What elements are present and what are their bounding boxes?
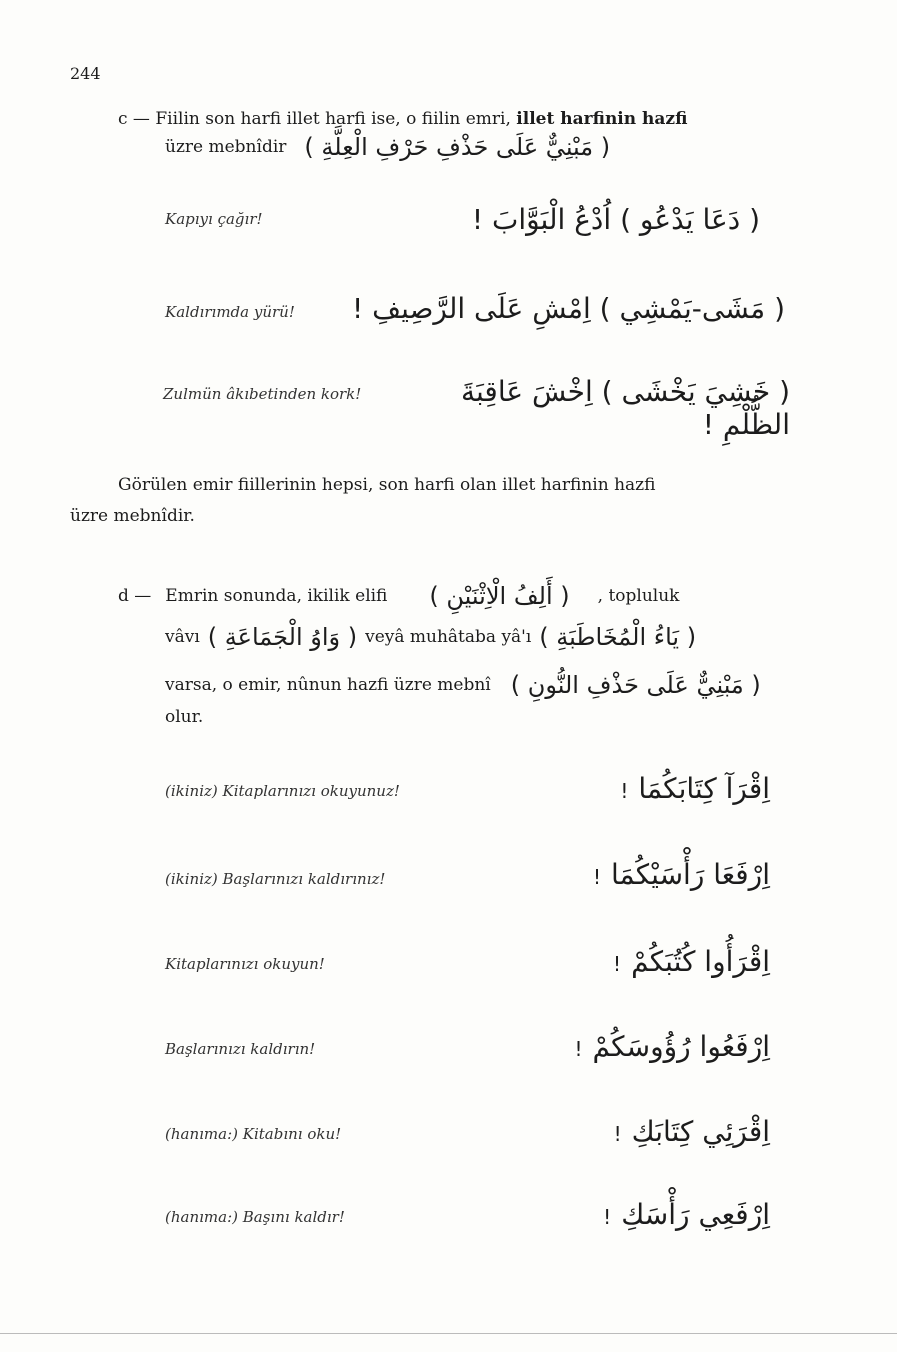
section-d-line2 (165, 623, 825, 651)
section-c-bold-text: illet harfinin hazfi (516, 109, 688, 129)
exclamation-mark: ! (620, 779, 629, 803)
section-d-text1-after: , topluluk (597, 586, 680, 606)
exclamation-mark: ! (603, 1205, 612, 1229)
example-translation: Kapıyı çağır! (165, 210, 263, 228)
example-d-5 (165, 1125, 341, 1143)
section-d-arabic4: ( مَبْنِيٌّ عَلَى حَذْفِ النُّونِ ) (510, 671, 761, 699)
section-c-line1 (118, 108, 818, 130)
section-d-text3: varsa, o emir, nûnun hazfi üzre mebnî (165, 675, 491, 695)
example-d-6 (165, 1208, 345, 1226)
section-d-arabic1: ( أَلِفُ الْاِثْنَيْنِ ) (429, 582, 570, 610)
example-arabic: اِرْفَعِي رَأْسَكِ (621, 1198, 770, 1231)
example-translation: (hanıma:) Başını kaldır! (165, 1208, 345, 1226)
exclamation-mark: ! (574, 1037, 583, 1061)
example-arabic: اِقْرَآ كِتَابَكُمَا (638, 772, 770, 805)
section-d-text2: vâvı (165, 627, 200, 647)
section-d-marker: d — (118, 586, 152, 606)
example-arabic: اِقْرَئِي كِتَابَكِ (631, 1115, 770, 1148)
example-arabic-row-4 (530, 1030, 770, 1063)
section-d-text2-mid: veyâ muhâtaba yâ'ı (365, 627, 532, 647)
section-c-marker: c — (118, 109, 150, 129)
example-translation: Kitaplarınızı okuyun! (165, 955, 325, 973)
page-number: 244 (70, 64, 101, 83)
example-d-2 (165, 870, 385, 888)
example-arabic-row-2 (520, 858, 770, 891)
section-c-line2 (165, 133, 725, 161)
example-translation: Başlarınızı kaldırın! (165, 1040, 316, 1058)
example-d-3 (165, 955, 325, 973)
section-c-text2: üzre mebnîdir (165, 137, 287, 157)
example-translation: Kaldırımda yürü! (165, 303, 295, 321)
section-d-text1: Emrin sonunda, ikilik elifi (165, 586, 388, 606)
example-arabic: اِرْفَعُوا رُؤُوسَكُمْ (592, 1030, 770, 1063)
example-arabic-row-6 (540, 1198, 770, 1231)
example-arabic-row-3 (530, 945, 770, 978)
exclamation-mark: ! (592, 865, 601, 889)
example-arabic-row-5 (540, 1115, 770, 1148)
section-d-arabic3: ( يَاءُ الْمُخَاطَبَةِ ) (539, 623, 697, 651)
exclamation-mark: ! (613, 1122, 622, 1146)
section-c-arabic-rule: ( مَبْنِيٌّ عَلَى حَذْفِ حَرْفِ الْعِلَّةِ ) (304, 133, 611, 161)
example-arabic: ( مَشَى-يَمْشِي ) اِمْشِ عَلَى الرَّصِيفِ ! (352, 292, 785, 325)
example-arabic: اِقْرَأُوا كُتُبَكُمْ (631, 945, 770, 978)
section-c-text: Fiilin son harfi illet harfi ise, o fiilin emri, (155, 109, 511, 129)
example-arabic: ( دَعَا يَدْعُو ) اُدْعُ الْبَوَّابَ ! (471, 203, 760, 236)
example-translation: (ikiniz) Başlarınızı kaldırınız! (165, 870, 386, 888)
summary-line1: Görülen emir fiillerinin hepsi, son harfi olan illet harfinin hazfi (118, 475, 656, 495)
section-d-line3 (165, 671, 835, 699)
exclamation-mark: ! (613, 952, 622, 976)
example-d-1 (165, 782, 400, 800)
section-d-line4: olur. (165, 707, 204, 727)
example-translation: (hanıma:) Kitabını oku! (165, 1125, 342, 1143)
page-bottom-rule (0, 1333, 897, 1334)
section-d-arabic2: ( وَاوُ الْجَمَاعَةِ ) (207, 623, 358, 651)
example-d-4 (165, 1040, 315, 1058)
example-translation: (ikiniz) Kitaplarınızı okuyunuz! (165, 782, 400, 800)
section-d-line1 (118, 582, 818, 610)
summary-line2: üzre mebnîdir. (70, 506, 195, 526)
example-arabic: ( خَشِيَ يَخْشَى ) اِخْشَ عَاقِبَةَ الظُّلْمِ ! (460, 375, 790, 441)
example-arabic-row-1 (520, 772, 770, 805)
example-arabic: اِرْفَعَا رَأْسَيْكُمَا (610, 858, 770, 891)
example-translation: Zulmün âkıbetinden kork! (163, 385, 362, 403)
